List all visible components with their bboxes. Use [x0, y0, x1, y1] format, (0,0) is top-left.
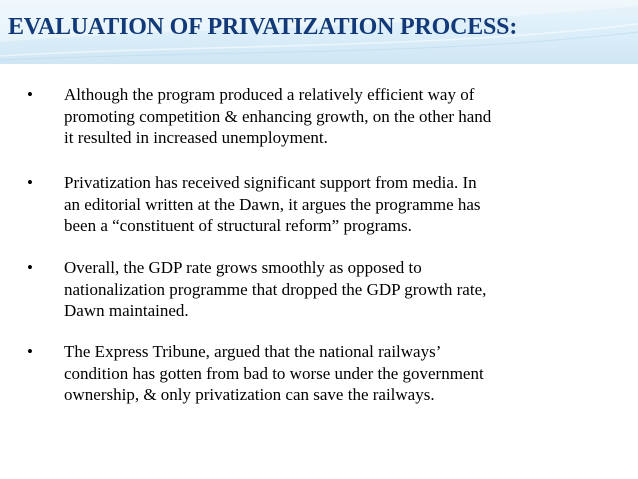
bullet-text [64, 257, 584, 322]
bullet-line: The Express Tribune, argued that the national railways’ [64, 342, 442, 361]
bullet-icon: • [27, 173, 33, 192]
bullet-icon: • [27, 258, 33, 277]
bullet-line: been a “constituent of structural reform” programs. [64, 216, 412, 235]
bullet-text [64, 172, 584, 237]
bullet-text [64, 341, 584, 406]
title-band [0, 0, 638, 64]
bullet-line: an editorial written at the Dawn, it argues the programme has [64, 194, 481, 214]
bullet-icon: • [27, 342, 33, 361]
bullet-line: promoting competition & enhancing growth, on the other hand [64, 106, 492, 126]
bullet-line: condition has gotten from bad to worse under the government [64, 363, 484, 383]
bullet-text [64, 84, 584, 149]
bullet-line: ownership, & only privatization can save the railways. [64, 385, 435, 404]
bullet-line: it resulted in increased unemployment. [64, 128, 328, 147]
bullet-line: nationalization programme that dropped the GDP growth rate, [64, 279, 487, 299]
bullet-line: Overall, the GDP rate grows smoothly as opposed to [64, 258, 422, 277]
bullet-icon: • [27, 85, 33, 104]
bullet-line: Although the program produced a relatively efficient way of [64, 85, 475, 104]
bullet-line: Privatization has received significant support from media. In [64, 173, 477, 192]
bullet-line: Dawn maintained. [64, 301, 189, 320]
slide-title: EVALUATION OF PRIVATIZATION PROCESS: [8, 14, 518, 40]
